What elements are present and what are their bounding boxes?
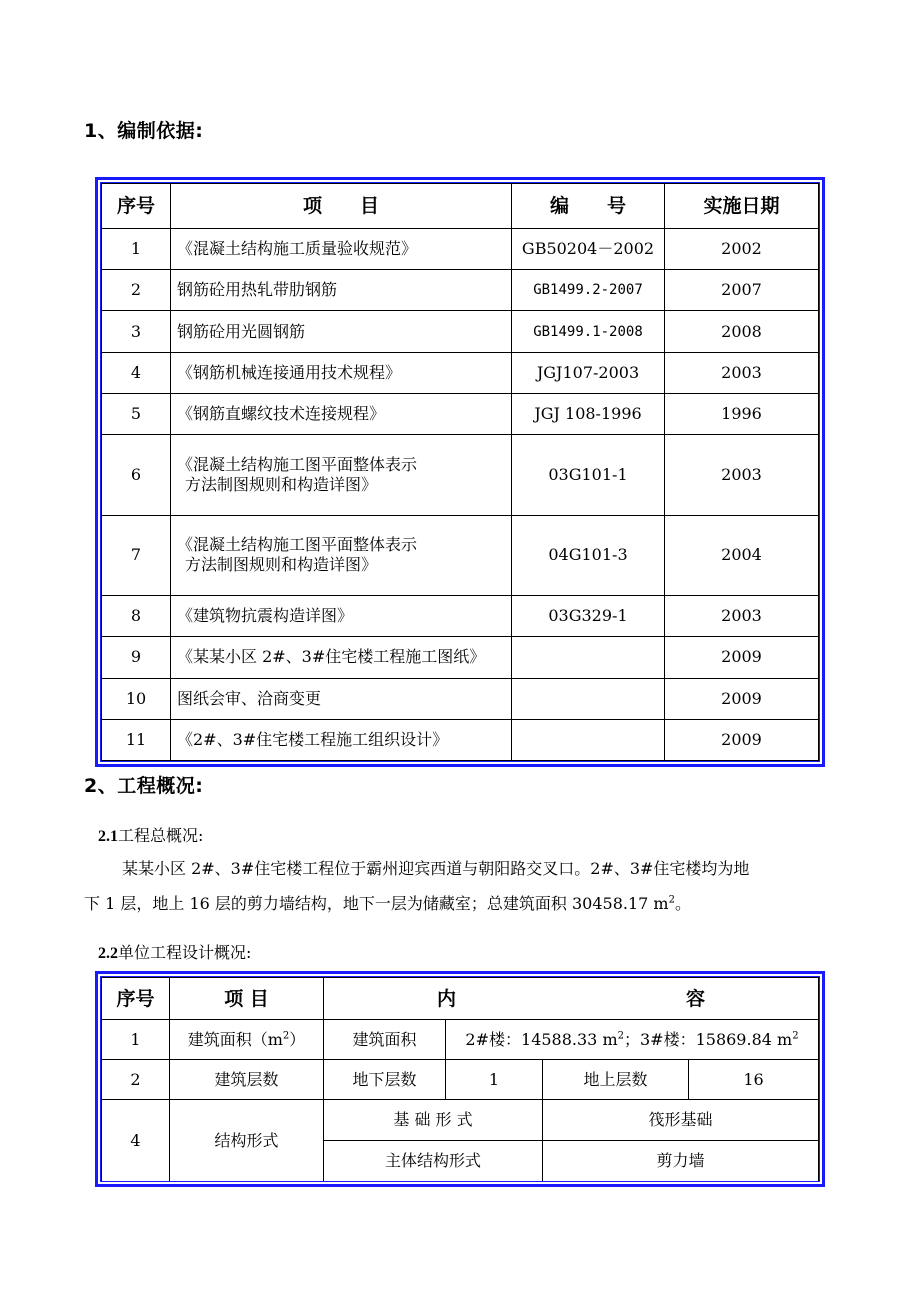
- row-code: [512, 678, 665, 719]
- row-value: 1: [446, 1060, 543, 1100]
- row-item: 建筑层数: [170, 1060, 324, 1100]
- row-code: 04G101-3: [512, 515, 665, 595]
- row-date: 2004: [665, 515, 819, 595]
- table-row: [102, 352, 819, 393]
- subsection-title: 工程总概况:: [118, 826, 204, 845]
- header-no: 序号: [102, 978, 170, 1020]
- table-row: [102, 435, 819, 515]
- header-no: 序号: [102, 184, 171, 229]
- design-table-frame: [95, 971, 825, 1187]
- row-no: 1: [102, 229, 171, 270]
- row-item-line1: 《混凝土结构施工图平面整体表示: [177, 454, 418, 474]
- header-content-2: 容: [686, 987, 706, 1010]
- overview-paragraph: [84, 851, 836, 921]
- header-date: 实施日期: [665, 184, 819, 229]
- row-date: 2003: [665, 596, 819, 637]
- row-no: 2: [102, 270, 171, 311]
- row-code: [512, 637, 665, 678]
- row-no: 6: [102, 435, 171, 515]
- row-no: 9: [102, 637, 171, 678]
- basis-table-frame: [95, 177, 825, 767]
- header-content-1: 内: [436, 987, 456, 1010]
- row-code: GB50204－2002: [512, 229, 665, 270]
- row-date: 2003: [665, 352, 819, 393]
- table-row: [102, 311, 819, 352]
- row-sub: 地下层数: [324, 1060, 446, 1100]
- table-row: [102, 719, 819, 760]
- table-row: [102, 678, 819, 719]
- table-row: [102, 270, 819, 311]
- row-no: 3: [102, 311, 171, 352]
- row-item: 《钢筋机械连接通用技术规程》: [171, 352, 512, 393]
- row-item: 《钢筋直螺纹技术连接规程》: [171, 393, 512, 434]
- subsection-title: 单位工程设计概况:: [118, 943, 252, 962]
- row-item-line2: 方法制图规则和构造详图》: [185, 555, 378, 575]
- table-row: [102, 515, 819, 595]
- table-row: [102, 1060, 819, 1100]
- row-item: 建筑面积$(m^2)$: [170, 1020, 324, 1060]
- row-date: 2007: [665, 270, 819, 311]
- row-date: 2008: [665, 311, 819, 352]
- table-row: [102, 229, 819, 270]
- row-date: 2003: [665, 435, 819, 515]
- row-item: 钢筋砼用热轧带肋钢筋: [171, 270, 512, 311]
- subsection-number: 2.2: [98, 945, 118, 962]
- row-item: 《2#、3#住宅楼工程施工组织设计》: [171, 719, 512, 760]
- subsection-2-2-heading: [98, 940, 251, 963]
- row-code: JGJ107-2003: [512, 352, 665, 393]
- row-item: 钢筋砼用光圆钢筋: [171, 311, 512, 352]
- row-code: 03G329-1: [512, 596, 665, 637]
- row-code: GB1499.1-2008: [512, 311, 665, 352]
- row-item: 图纸会审、洽商变更: [171, 678, 512, 719]
- table-row: [102, 393, 819, 434]
- row-date: 2009: [665, 637, 819, 678]
- row-sub: 地上层数: [543, 1060, 689, 1100]
- header-item: 项 目: [171, 184, 512, 229]
- design-table: [101, 977, 819, 1182]
- row-no: 4: [102, 352, 171, 393]
- row-code: [512, 719, 665, 760]
- paragraph-line2: 下 1 层，地上 16 层的剪力墙结构，地下一层为储藏室；总建筑面积 30458.17 m: [84, 894, 669, 913]
- row-item: 《建筑物抗震构造详图》: [171, 596, 512, 637]
- row-no: 1: [102, 1020, 170, 1060]
- paragraph-line1: 某某小区 2#、3#住宅楼工程位于霸州迎宾西道与朝阳路交叉口。2#、3#住宅楼均为地: [122, 859, 750, 878]
- table-header-row: [102, 184, 819, 229]
- row-code: JGJ 108-1996: [512, 393, 665, 434]
- row-item-line1: 《混凝土结构施工图平面整体表示: [177, 535, 418, 555]
- row-value: 2#楼：14588.33 $m^2$；3#楼：15869.84 $m^2$: [446, 1020, 819, 1060]
- row-item: [171, 515, 512, 595]
- row-value: 筏形基础: [543, 1100, 819, 1141]
- row-date: 2009: [665, 678, 819, 719]
- row-value: 剪力墙: [543, 1141, 819, 1182]
- basis-table: [101, 183, 819, 761]
- paragraph-sup: 2: [668, 894, 675, 906]
- row-no: 11: [102, 719, 171, 760]
- header-item: 项 目: [170, 978, 324, 1020]
- table-row: [102, 637, 819, 678]
- row-item: 《某某小区 2#、3#住宅楼工程施工图纸》: [171, 637, 512, 678]
- table-row: [102, 1100, 819, 1141]
- row-date: 2002: [665, 229, 819, 270]
- row-code: 03G101-1: [512, 435, 665, 515]
- row-value: 16: [689, 1060, 819, 1100]
- table-header-row: [102, 978, 819, 1020]
- row-date: 2009: [665, 719, 819, 760]
- header-code: 编 号: [512, 184, 665, 229]
- row-date: 1996: [665, 393, 819, 434]
- paragraph-end: 。: [674, 894, 691, 913]
- row-item: 结构形式: [170, 1100, 324, 1182]
- row-no: 5: [102, 393, 171, 434]
- row-sub: 主体结构形式: [324, 1141, 543, 1182]
- header-content: [324, 978, 819, 1020]
- table-row: [102, 1020, 819, 1060]
- section-2-heading: 2、工程概况:: [84, 775, 204, 797]
- subsection-number: 2.1: [98, 828, 118, 845]
- row-no: 2: [102, 1060, 170, 1100]
- row-item-line2: 方法制图规则和构造详图》: [185, 474, 378, 494]
- row-no: 4: [102, 1100, 170, 1182]
- row-sub: 建筑面积: [324, 1020, 446, 1060]
- row-no: 7: [102, 515, 171, 595]
- subsection-2-1-heading: [98, 823, 203, 846]
- row-item: [171, 435, 512, 515]
- row-no: 10: [102, 678, 171, 719]
- row-sub: 基 础 形 式: [324, 1100, 543, 1141]
- row-no: 8: [102, 596, 171, 637]
- row-code: GB1499.2-2007: [512, 270, 665, 311]
- table-row: [102, 596, 819, 637]
- section-1-heading: 1、编制依据:: [84, 120, 204, 142]
- row-item: 《混凝土结构施工质量验收规范》: [171, 229, 512, 270]
